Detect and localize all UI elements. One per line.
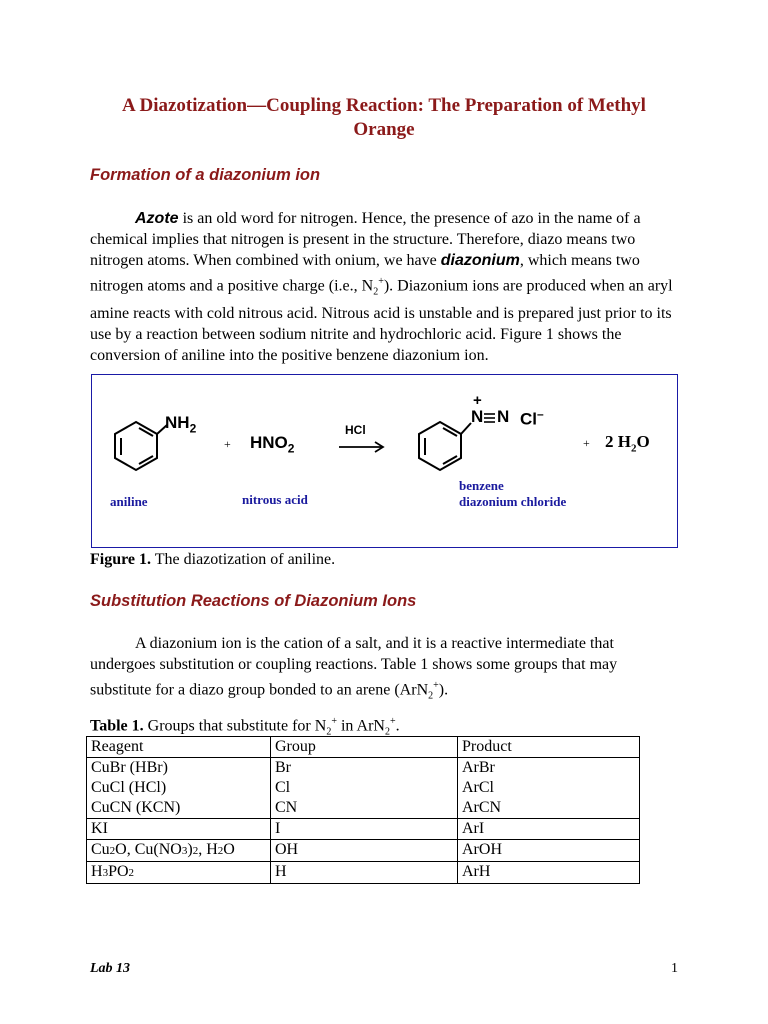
paragraph-text: ). bbox=[438, 681, 449, 699]
water-o: O bbox=[636, 432, 650, 451]
superscript: + bbox=[389, 716, 396, 727]
cell-product: ArCN bbox=[458, 798, 640, 819]
diazonium-chloride-label: diazonium chloride bbox=[459, 494, 567, 509]
charge-plus: + bbox=[473, 392, 482, 409]
subscript: 2 bbox=[384, 726, 390, 738]
cell-reagent: KI bbox=[87, 819, 271, 840]
reaction-arrow bbox=[339, 442, 383, 452]
paragraph-text: ). Diazonium ions are produced when an aryl amine reacts with cold nitrous acid. Nitrous acid is unstable and is prepared just prior to its use by a reaction between sodium nitrite and hydrochloric acid. Figure 1 shows the conversion of aniline into the positive benzene diazonium ion. bbox=[90, 277, 673, 364]
water-subscript: 2 bbox=[630, 442, 637, 455]
footer-lab-label: Lab 13 bbox=[90, 961, 131, 976]
cell-reagent: Cu2O, Cu(NO3)2, H2O bbox=[87, 840, 271, 862]
section-heading-substitution: Substitution Reactions of Diazonium Ions bbox=[90, 592, 417, 610]
cell-reagent: H3PO2 bbox=[87, 862, 271, 884]
table-row bbox=[87, 840, 640, 862]
cl-superscript: – bbox=[537, 407, 544, 421]
reaction-diagram bbox=[92, 375, 677, 547]
header-group: Group bbox=[271, 737, 458, 758]
superscript: + bbox=[378, 276, 384, 287]
cl-text: Cl bbox=[520, 409, 537, 429]
term-diazonium: diazonium bbox=[440, 252, 520, 269]
caption-text: . bbox=[395, 717, 400, 735]
table-caption-label: Table 1. bbox=[90, 717, 144, 735]
header-reagent: Reagent bbox=[87, 737, 271, 758]
water-text: 2 H bbox=[605, 432, 631, 451]
chloride-label bbox=[520, 407, 544, 430]
benzene-ring-aniline bbox=[115, 422, 167, 470]
cell-product: ArBr bbox=[458, 758, 640, 779]
table-row bbox=[87, 819, 640, 840]
nh2-text: NH bbox=[165, 413, 190, 432]
benzene-ring-diazonium bbox=[419, 422, 471, 470]
water-label bbox=[605, 432, 650, 454]
page-title: A Diazotization—Coupling Reaction: The Preparation of Methyl Orange bbox=[122, 95, 646, 140]
n-atom-1: N bbox=[471, 407, 484, 426]
table-row bbox=[87, 862, 640, 884]
hno2-label bbox=[250, 433, 294, 455]
table-header-row bbox=[87, 737, 640, 758]
caption-label: Figure 1. bbox=[90, 551, 152, 568]
cell-reagent: CuCl (HCl) bbox=[87, 778, 271, 798]
substitution-table bbox=[86, 736, 640, 884]
superscript: + bbox=[433, 680, 439, 691]
hno2-text: HNO bbox=[250, 433, 288, 452]
page-number: 1 bbox=[671, 961, 678, 976]
hno2-subscript: 2 bbox=[287, 441, 295, 456]
caption-text: in ArN bbox=[336, 717, 385, 735]
table-row bbox=[87, 798, 640, 819]
plus-sign-2: + bbox=[583, 436, 590, 450]
cell-product: ArI bbox=[458, 819, 640, 840]
figure-1-caption bbox=[90, 551, 335, 569]
paragraph-substitution bbox=[90, 633, 678, 707]
plus-sign: + bbox=[224, 437, 231, 451]
cell-product: ArH bbox=[458, 862, 640, 884]
table-1-caption bbox=[90, 716, 400, 738]
cell-group: Cl bbox=[271, 778, 458, 798]
cell-group: OH bbox=[271, 840, 458, 862]
n-atom-2: N bbox=[497, 407, 510, 426]
aniline-label: aniline bbox=[110, 494, 148, 509]
caption-text: The diazotization of aniline. bbox=[151, 551, 336, 568]
paragraph-text: A diazonium ion is the cation of a salt, and it is a reactive intermediate that undergoes substitution or coupling reactions. Table 1 shows some groups that may substitute for a diazo group bonded to an arene (ArN bbox=[90, 635, 618, 699]
cell-reagent: CuBr (HBr) bbox=[87, 758, 271, 779]
benzene-label: benzene bbox=[459, 478, 504, 493]
superscript: + bbox=[331, 716, 337, 727]
nh2-subscript: 2 bbox=[189, 421, 197, 436]
cell-group: I bbox=[271, 819, 458, 840]
paragraph-azote bbox=[90, 208, 678, 366]
subscript: 2 bbox=[373, 286, 379, 298]
header-product: Product bbox=[458, 737, 640, 758]
nh2-label bbox=[165, 413, 196, 435]
cell-group: Br bbox=[271, 758, 458, 779]
cell-reagent: CuCN (KCN) bbox=[87, 798, 271, 819]
cell-product: ArOH bbox=[458, 840, 640, 862]
table-row bbox=[87, 778, 640, 798]
nitrous-acid-label: nitrous acid bbox=[242, 492, 308, 507]
hcl-catalyst-label: HCl bbox=[345, 423, 366, 437]
subscript: 2 bbox=[428, 690, 434, 702]
subscript: 2 bbox=[326, 726, 332, 738]
figure-1-reaction-box bbox=[91, 374, 678, 548]
section-heading-diazonium-formation: Formation of a diazonium ion bbox=[90, 166, 321, 184]
cell-group: CN bbox=[271, 798, 458, 819]
cell-product: ArCl bbox=[458, 778, 640, 798]
cell-group: H bbox=[271, 862, 458, 884]
paragraph-text: , which means two nitrogen atoms and a positive charge (i.e., N bbox=[90, 252, 640, 295]
caption-text: Groups that substitute for N bbox=[143, 717, 327, 735]
table-row bbox=[87, 758, 640, 779]
triple-bond bbox=[484, 414, 495, 422]
term-azote: Azote bbox=[135, 210, 179, 227]
paragraph-text: is an old word for nitrogen. Hence, the presence of azo in the name of a chemical implies that nitrogen is present in the structure. Therefore, diazo means two nitrogen atoms. When combined with onium, we have bbox=[90, 210, 641, 269]
